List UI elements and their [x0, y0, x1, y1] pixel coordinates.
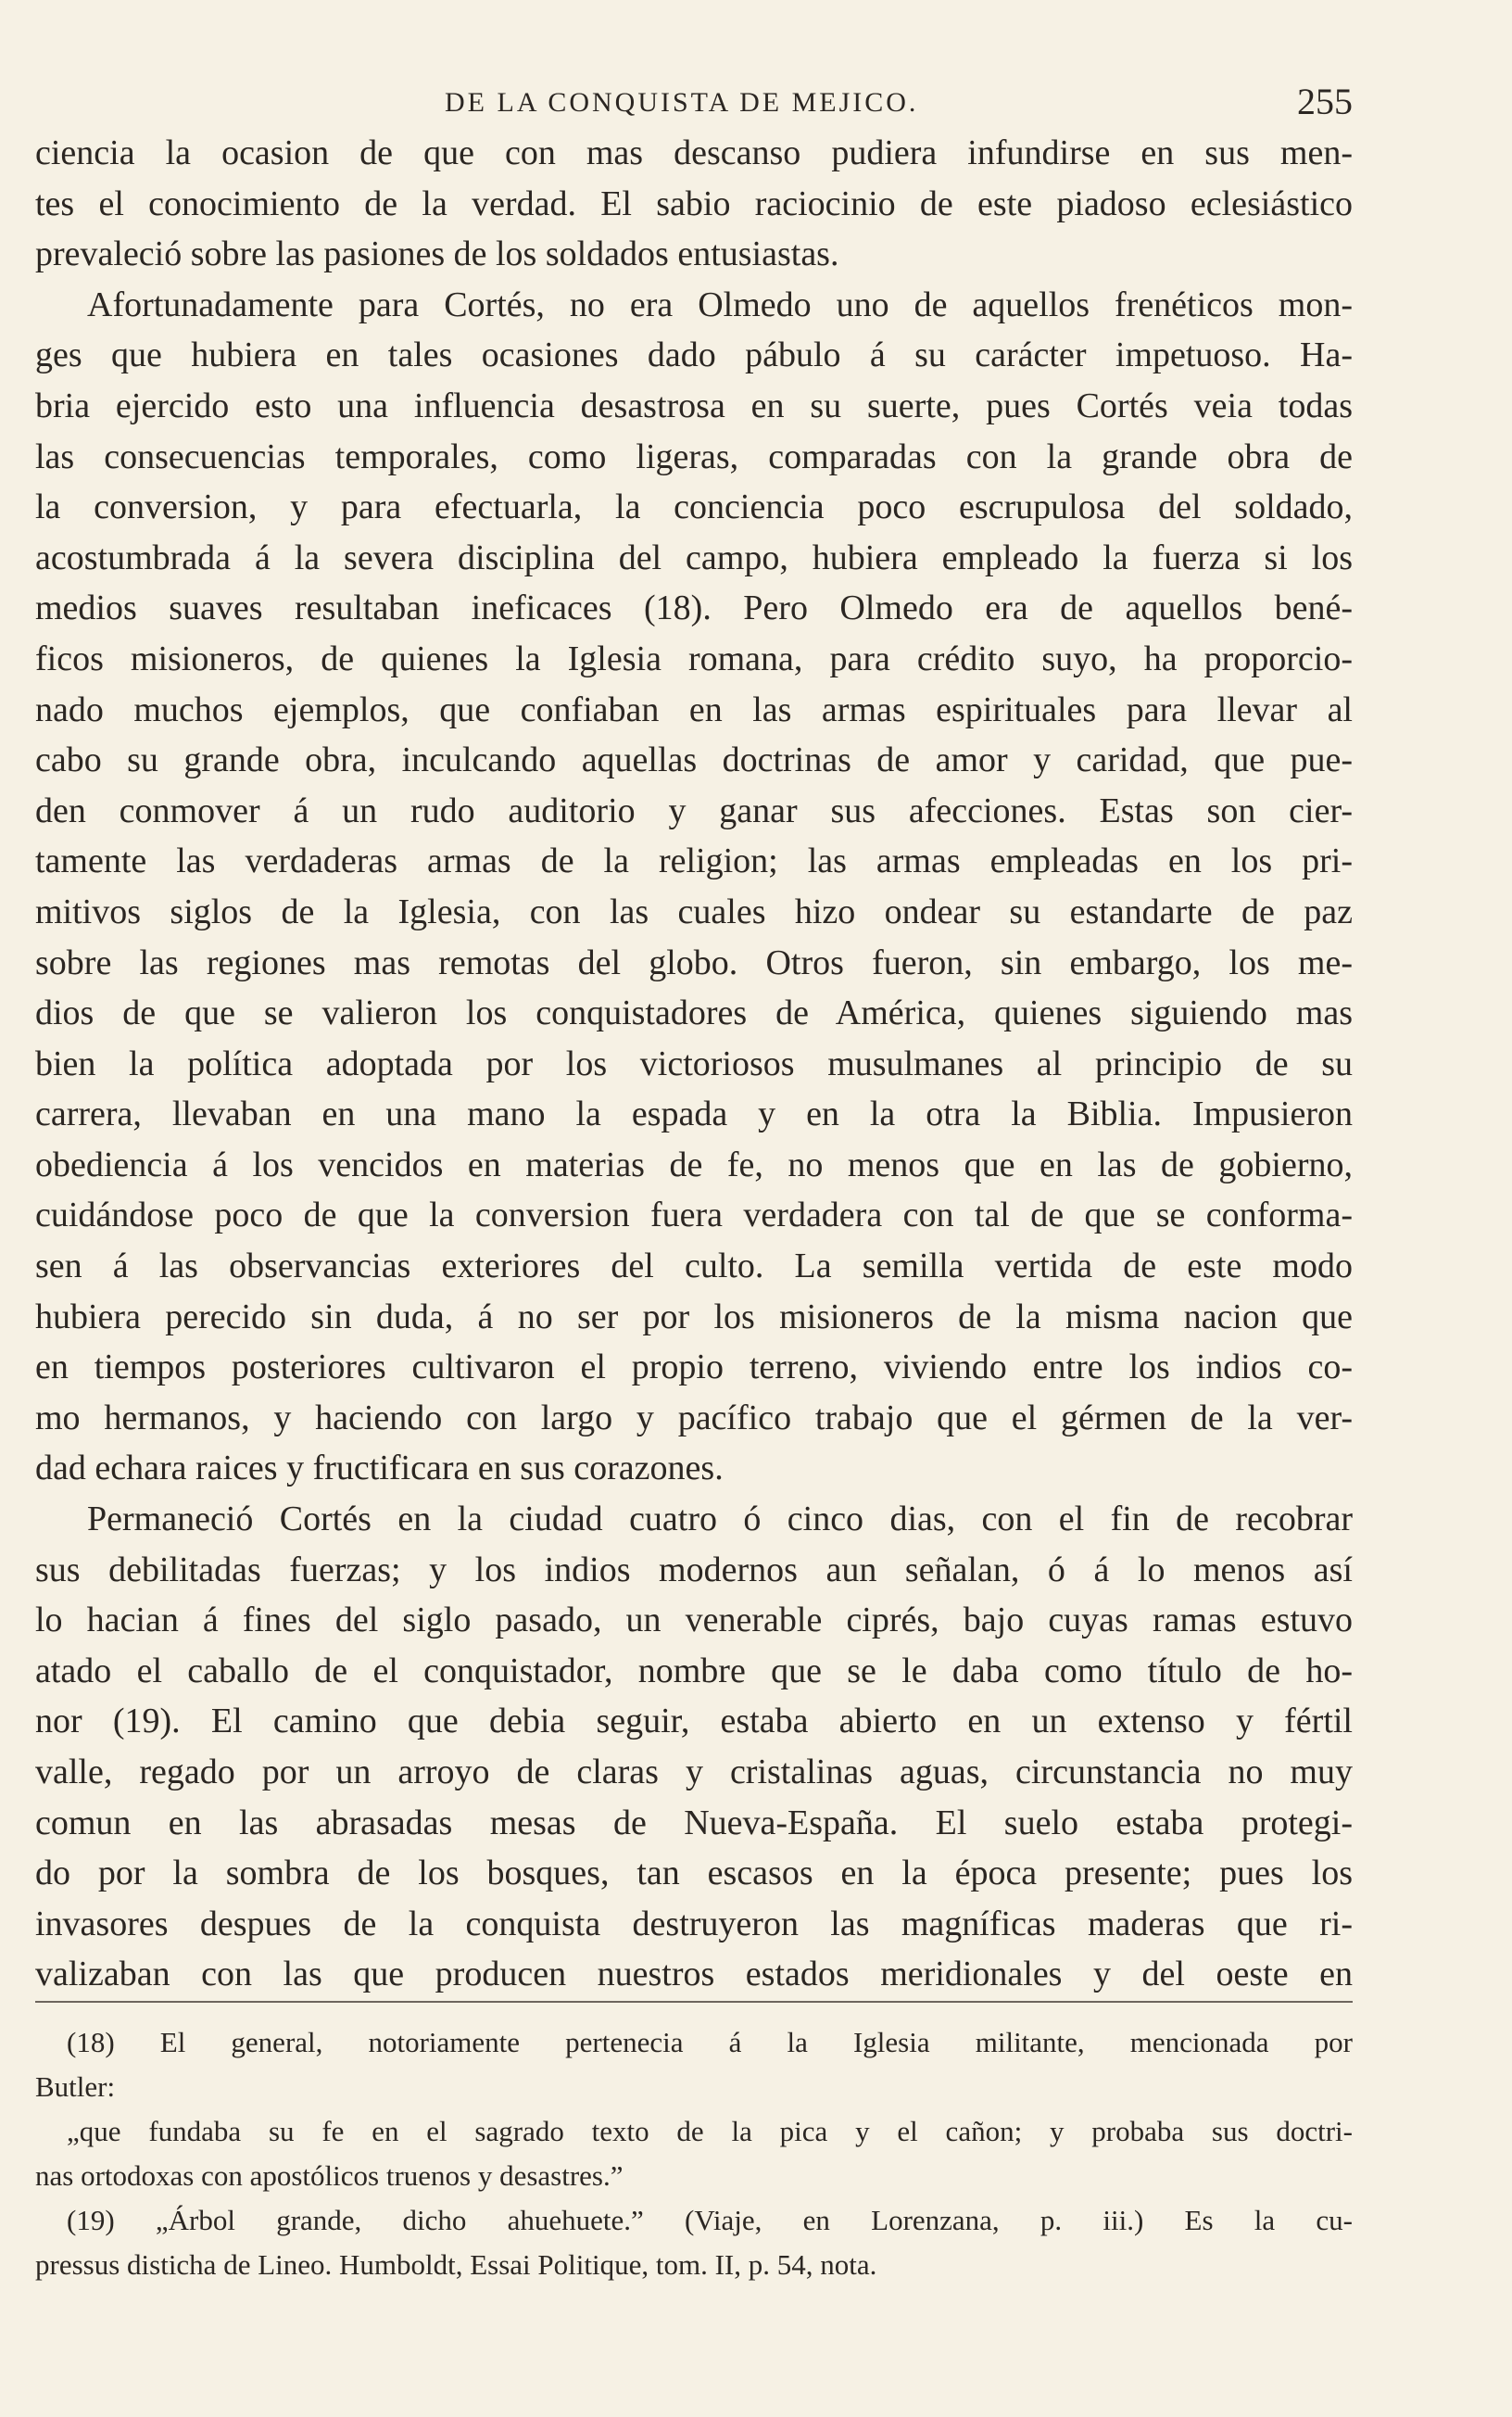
- text-line: sobre las regiones mas remotas del globo. Otros fueron, sin embargo, los me-: [35, 943, 1353, 982]
- footnote-line: (19) „Árbol grande, dicho ahuehuete.” (Viaje, en Lorenzana, p. iii.) Es la cu-: [67, 2204, 1353, 2236]
- text-line: medios suaves resultaban ineficaces (18). Pero Olmedo era de aquellos bené-: [35, 588, 1353, 628]
- footnote-line: „que fundaba su fe en el sagrado texto de la pica y el cañon; y probaba sus doctri-: [67, 2115, 1353, 2147]
- text-line: invasores despues de la conquista destruyeron las magníficas maderas que ri-: [35, 1904, 1353, 1943]
- text-line: ges que hubiera en tales ocasiones dado pábulo á su carácter impetuoso. Ha-: [35, 335, 1353, 375]
- footnotes: [35, 2020, 1353, 2287]
- running-head: DE LA CONQUISTA DE MEJICO.: [445, 87, 919, 118]
- text-line: nado muchos ejemplos, que confiaban en las armas espirituales para llevar al: [35, 690, 1353, 729]
- footnote-divider: [35, 2001, 1353, 2003]
- body-text: [35, 128, 1353, 2000]
- text-line: sus debilitadas fuerzas; y los indios modernos aun señalan, ó á lo menos así: [35, 1550, 1353, 1589]
- text-line: ficos misioneros, de quienes la Iglesia romana, para crédito suyo, ha proporcio-: [35, 639, 1353, 678]
- text-line: bria ejercido esto una influencia desastrosa en su suerte, pues Cortés veia todas: [35, 386, 1353, 425]
- text-line: tamente las verdaderas armas de la religion; las armas empleadas en los pri-: [35, 842, 1353, 881]
- text-line: valle, regado por un arroyo de claras y cristalinas aguas, circunstancia no muy: [35, 1753, 1353, 1791]
- text-line: mitivos siglos de la Iglesia, con las cuales hizo ondear su estandarte de paz: [35, 892, 1353, 931]
- footnote-line: (18) El general, notoriamente pertenecia á la Iglesia militante, mencionada por: [67, 2026, 1353, 2058]
- text-line: acostumbrada á la severa disciplina del campo, hubiera empleado la fuerza si los: [35, 538, 1353, 577]
- text-line: la conversion, y para efectuarla, la conciencia poco escrupulosa del soldado,: [35, 487, 1353, 527]
- text-line: lo hacian á fines del siglo pasado, un venerable ciprés, bajo cuyas ramas estuvo: [35, 1601, 1353, 1640]
- text-line: Permaneció Cortés en la ciudad cuatro ó cinco dias, con el fin de recobrar: [87, 1500, 1353, 1539]
- text-line: carrera, llevaban en una mano la espada y en la otra la Biblia. Impusieron: [35, 1095, 1353, 1134]
- text-line: cuidándose poco de que la conversion fuera verdadera con tal de que se conforma-: [35, 1196, 1353, 1235]
- text-line: dad echara raices y fructificara en sus corazones.: [35, 1449, 724, 1488]
- text-line: las consecuencias temporales, como ligeras, comparadas con la grande obra de: [35, 437, 1353, 476]
- text-line: mo hermanos, y haciendo con largo y pacífico trabajo que el gérmen de la ver-: [35, 1398, 1353, 1437]
- text-line: prevaleció sobre las pasiones de los soldados entusiastas.: [35, 234, 839, 274]
- page-number: 255: [1297, 81, 1353, 122]
- text-line: dios de que se valieron los conquistadores de América, quienes siguiendo mas: [35, 993, 1353, 1033]
- text-line: comun en las abrasadas mesas de Nueva-España. El suelo estaba protegi-: [35, 1803, 1353, 1842]
- text-line: bien la política adoptada por los victoriosos musulmanes al principio de su: [35, 1044, 1353, 1083]
- footnote-line: nas ortodoxas con apostólicos truenos y desastres.”: [35, 2159, 624, 2192]
- footnote-line: pressus disticha de Lineo. Humboldt, Essai Politique, tom. II, p. 54, nota.: [35, 2248, 877, 2281]
- text-line: en tiempos posteriores cultivaron el propio terreno, viviendo entre los indios co-: [35, 1348, 1353, 1387]
- text-line: hubiera perecido sin duda, á no ser por los misioneros de la misma nacion que: [35, 1297, 1353, 1336]
- text-line: do por la sombra de los bosques, tan escasos en la época presente; pues los: [35, 1854, 1353, 1893]
- text-line: obediencia á los vencidos en materias de fe, no menos que en las de gobierno,: [35, 1145, 1353, 1184]
- text-line: nor (19). El camino que debia seguir, estaba abierto en un extenso y fértil: [35, 1702, 1353, 1741]
- text-line: tes el conocimiento de la verdad. El sabio raciocinio de este piadoso eclesiástico: [35, 183, 1353, 223]
- text-line: ciencia la ocasion de que con mas descanso pudiera infundirse en sus men-: [35, 133, 1353, 172]
- text-line: sen á las observancias exteriores del culto. La semilla vertida de este modo: [35, 1246, 1353, 1286]
- text-line: valizaban con las que producen nuestros estados meridionales y del oeste en: [35, 1955, 1353, 1994]
- text-line: Afortunadamente para Cortés, no era Olmedo uno de aquellos frenéticos mon-: [87, 285, 1353, 324]
- text-line: cabo su grande obra, inculcando aquellas doctrinas de amor y caridad, que pue-: [35, 740, 1353, 780]
- footnote-line: Butler:: [35, 2070, 116, 2103]
- text-line: den conmover á un rudo auditorio y ganar sus afecciones. Estas son cier-: [35, 791, 1353, 830]
- text-line: atado el caballo de el conquistador, nombre que se le daba como título de ho-: [35, 1651, 1353, 1690]
- page-header: [37, 80, 1353, 126]
